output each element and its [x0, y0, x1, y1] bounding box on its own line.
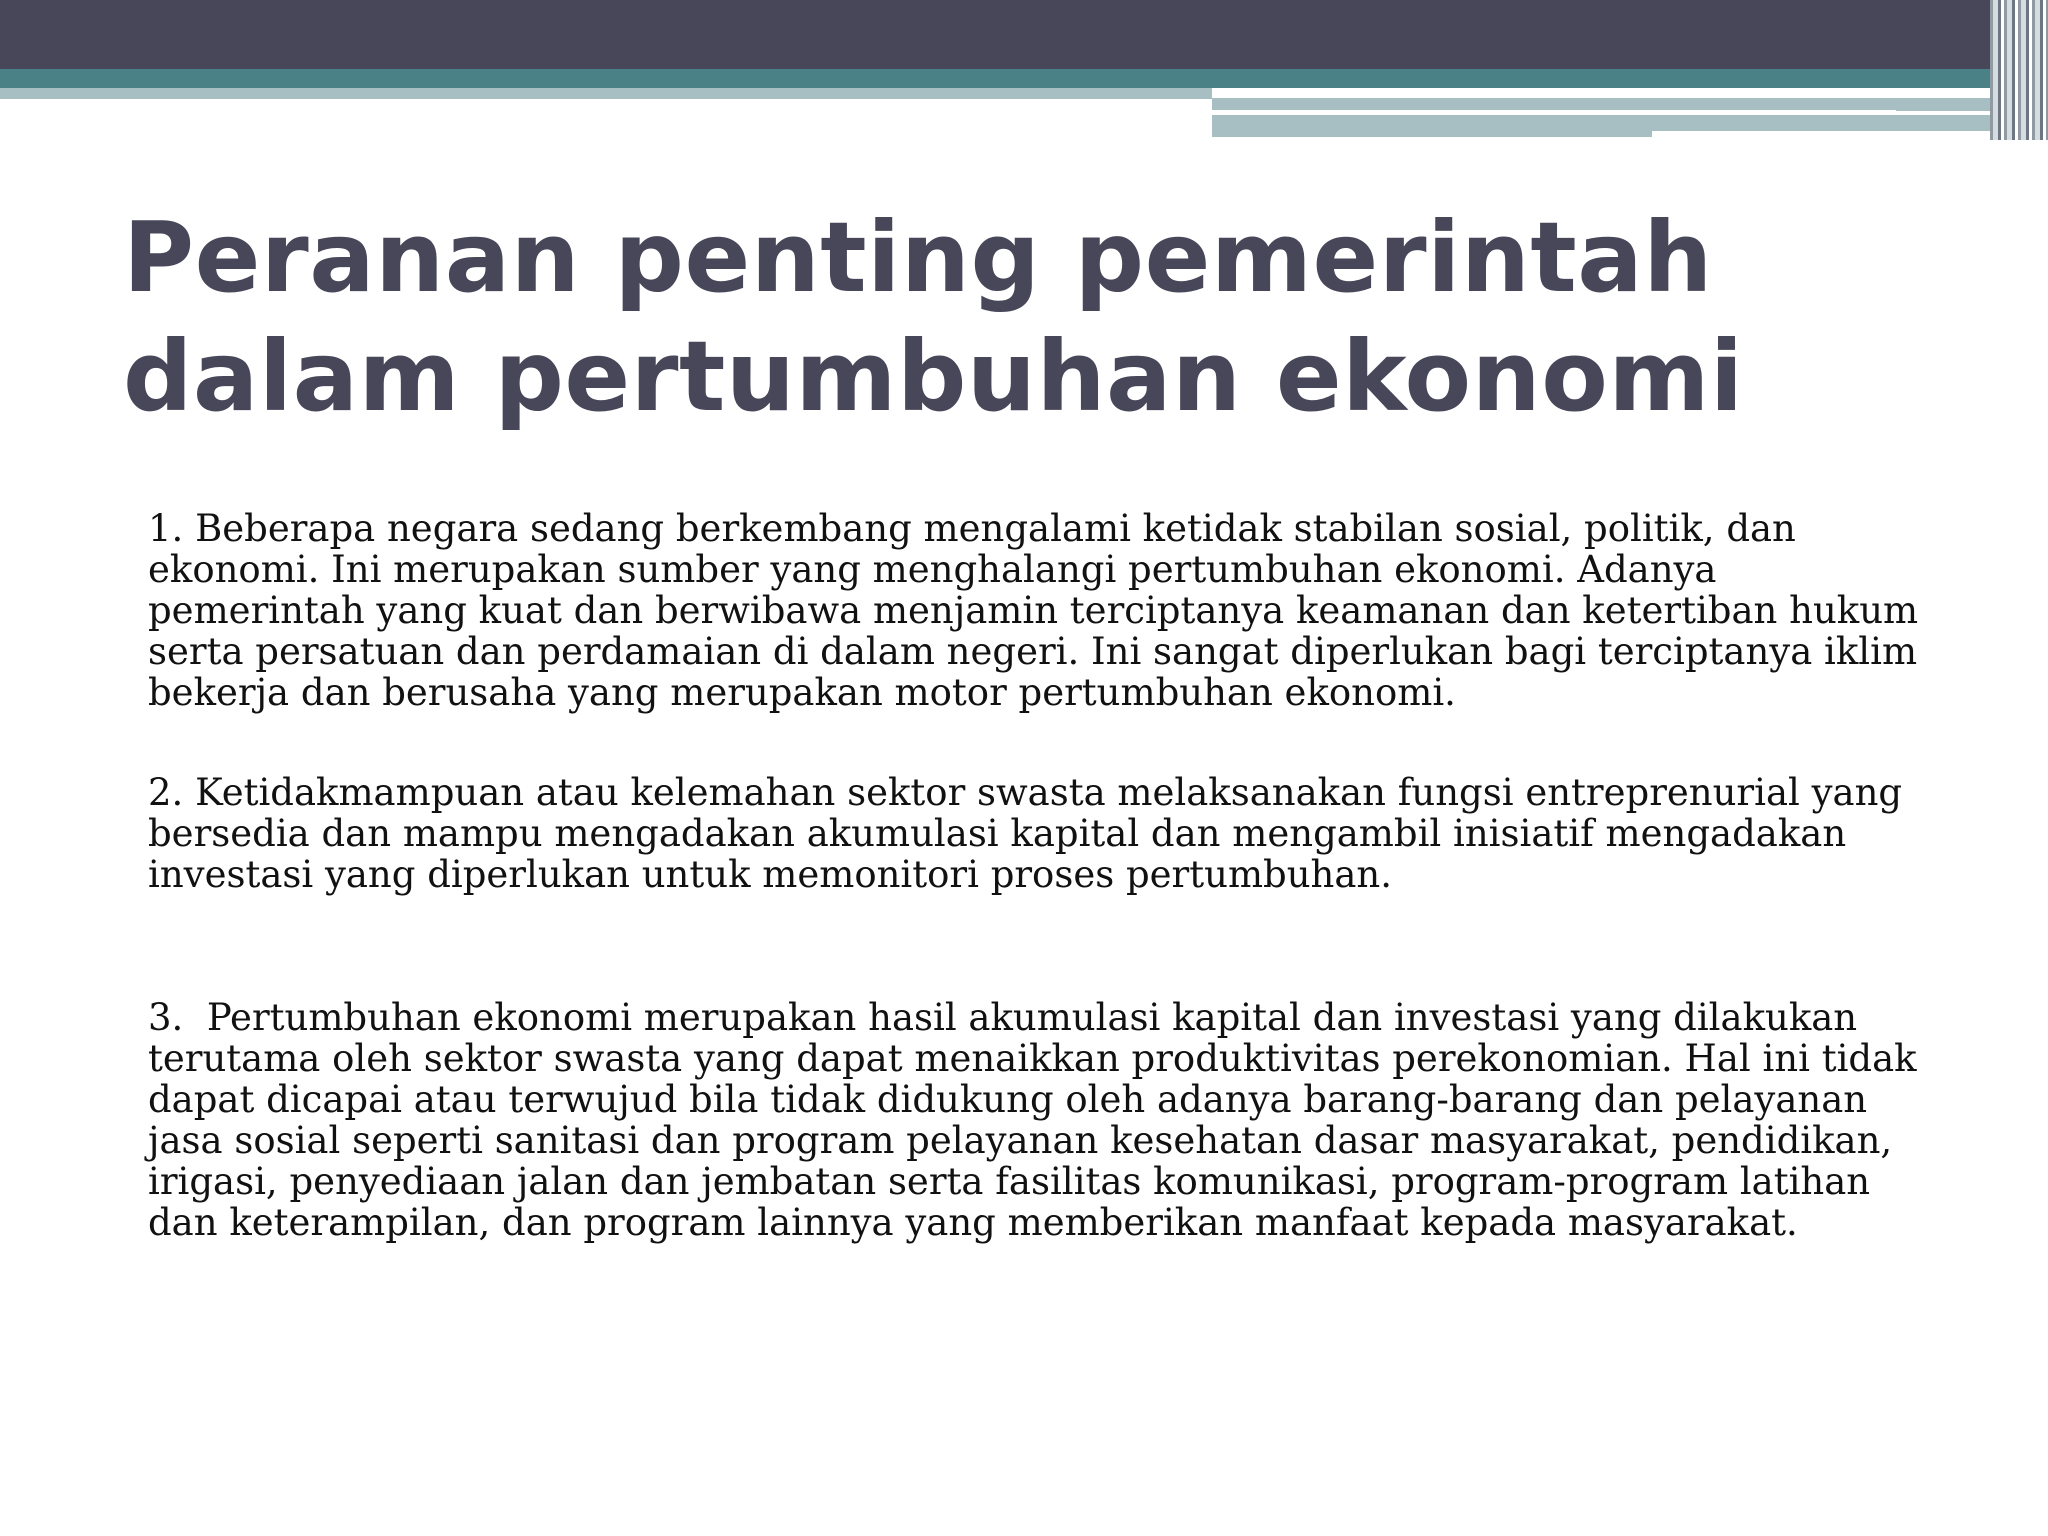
header-band-light-lower-right	[1652, 115, 2012, 131]
slide-body	[148, 508, 1928, 1243]
paragraph-1: 1. Beberapa negara sedang berkembang mengalami ketidak stabilan sosial, politik, dan ekonomi. Ini merupakan sumber yang menghalangi pertumbuhan ekonomi. Adanya pemerintah yang kuat dan berwibawa menjamin terciptanya keamanan dan ketertiban hukum serta persatuan dan perdamaian di dalam negeri. Ini sangat diperlukan bagi terciptanya iklim bekerja dan berusaha yang merupakan motor pertumbuhan ekonomi.	[148, 507, 1930, 714]
header-band-dark	[0, 0, 2048, 69]
slide-title: Peranan penting pemerintah dalam pertumbuhan ekonomi	[123, 201, 1744, 433]
header-band-teal	[0, 69, 2048, 88]
header-band-light-lower	[1212, 115, 1652, 137]
paragraph-2: 2. Ketidakmampuan atau kelemahan sektor swasta melaksanakan fungsi entreprenurial yang bersedia dan mampu mengadakan akumulasi kapital dan mengambil inisiatif mengadakan investasi yang diperlukan untuk memonitori proses pertumbuhan.	[148, 771, 1914, 896]
header-band-light-left	[0, 88, 1212, 99]
paragraph-3: 3. Pertumbuhan ekonomi merupakan hasil akumulasi kapital dan investasi yang dilakukan terutama oleh sektor swasta yang dapat menaikkan produktivitas perekonomian. Hal ini tidak dapat dicapai atau terwujud bila tidak didukung oleh adanya barang-barang dan pelayanan jasa sosial seperti sanitasi dan program pelayanan kesehatan dasar masyarakat, pendidikan, irigasi, penyediaan jalan dan jembatan serta fasilitas komunikasi, program-program latihan dan keterampilan, dan program lainnya yang memberikan manfaat kepada masyarakat.	[148, 996, 1929, 1244]
edge-stripes-decoration	[1990, 0, 2048, 140]
